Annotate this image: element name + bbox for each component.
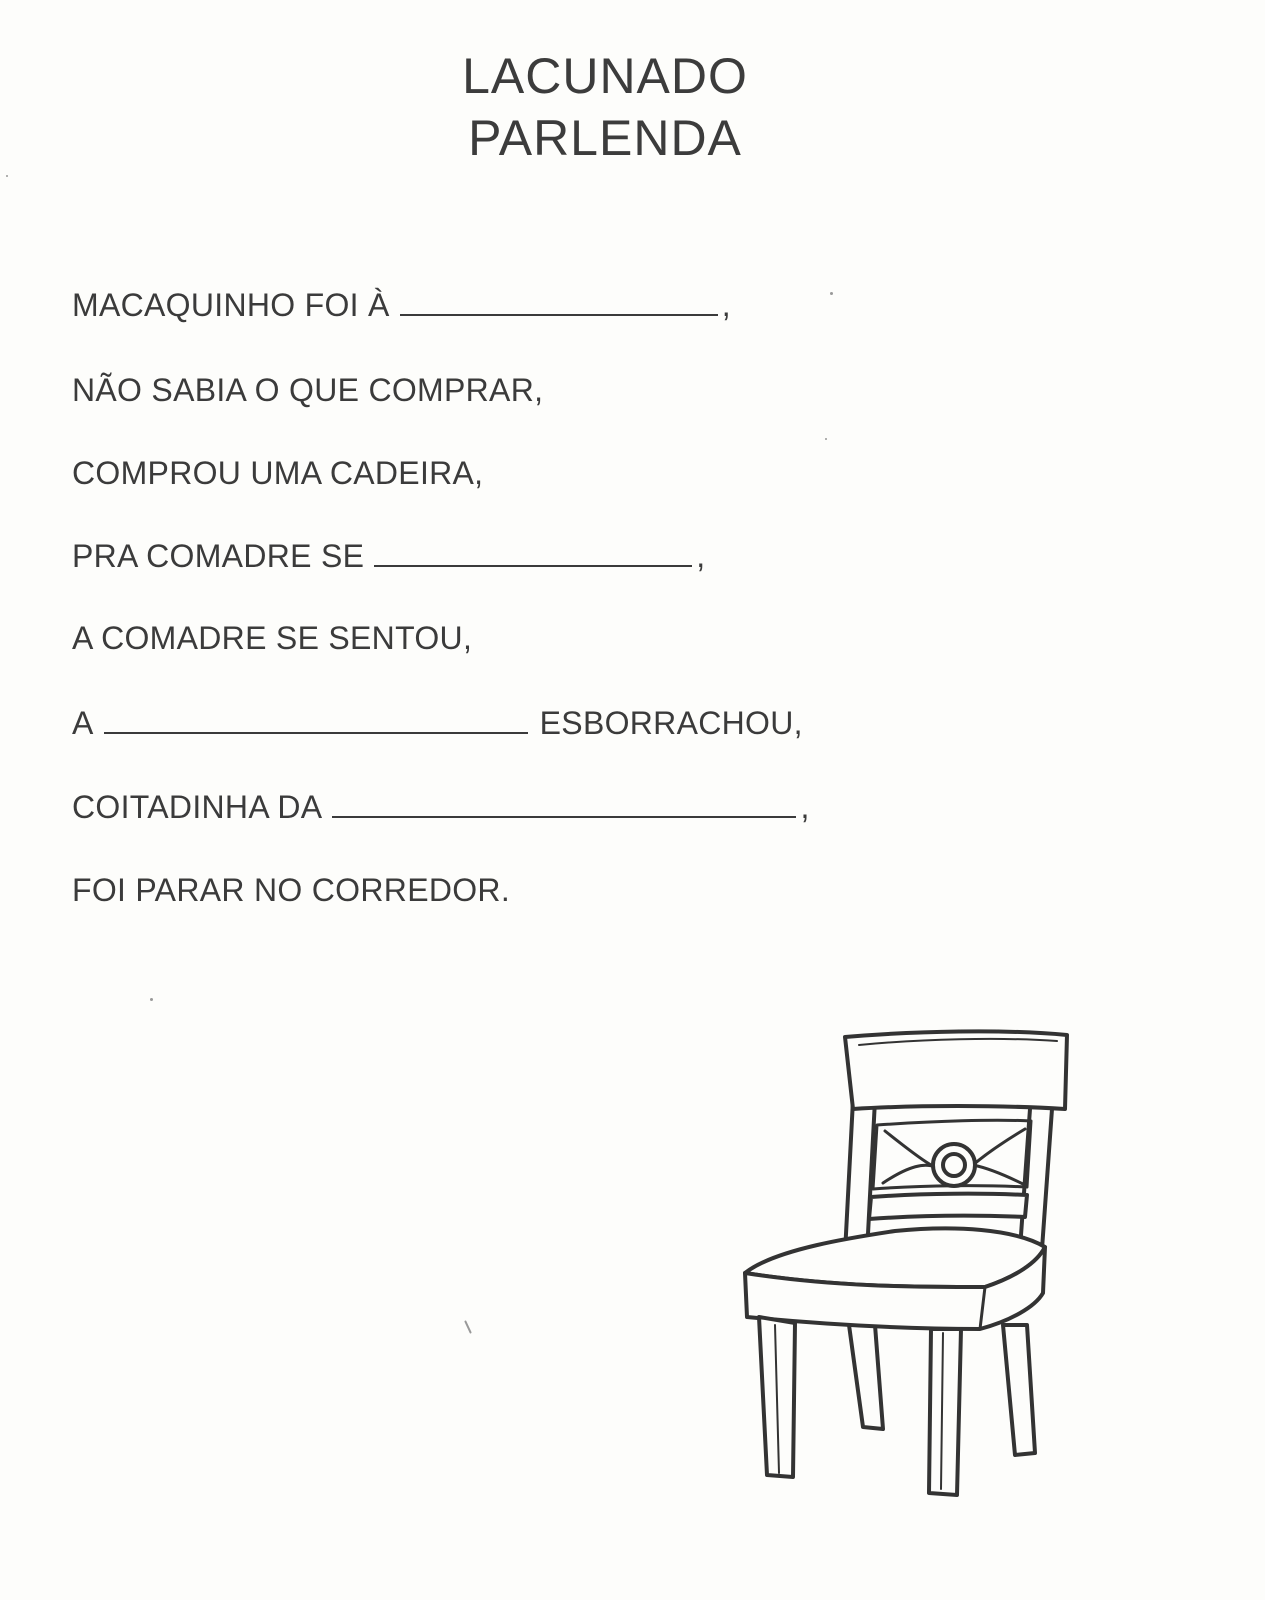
poem-line-7-text: COITADINHA DA [72, 789, 323, 825]
poem-line-3: COMPROU UMA CADEIRA, [72, 455, 484, 491]
scan-speck [6, 175, 8, 177]
page-title-line-2: PARLENDA [468, 110, 742, 166]
poem-line-7 [72, 786, 810, 826]
poem-line-7-comma: , [800, 789, 810, 825]
scan-speck [150, 998, 153, 1001]
poem-line-5: A COMADRE SE SENTOU, [72, 620, 473, 656]
chair-splat-left-lower [883, 1165, 935, 1183]
blank-4[interactable] [332, 786, 796, 818]
chair-back-right-leg [1003, 1325, 1035, 1455]
poem-line-1-comma: , [721, 287, 731, 323]
scan-speck [464, 1320, 472, 1334]
poem-line-4 [72, 535, 705, 575]
chair-icon [735, 1025, 1080, 1505]
chair-front-right-leg [929, 1329, 961, 1495]
poem-line-2: NÃO SABIA O QUE COMPRAR, [72, 372, 544, 408]
chair-splat-right-upper [973, 1129, 1025, 1165]
scan-speck [825, 438, 827, 440]
poem-line-6-article: A [72, 705, 94, 741]
chair-medallion-center [943, 1154, 965, 1176]
page-title-line-1: LACUNADO [462, 48, 748, 104]
blank-3[interactable] [104, 702, 528, 734]
poem-line-8: FOI PARAR NO CORREDOR. [72, 872, 511, 908]
chair-back-left-post [845, 1100, 875, 1253]
chair-splat-left-upper [885, 1131, 935, 1167]
blank-2[interactable] [374, 535, 692, 567]
poem-line-1 [72, 284, 731, 324]
chair-splat-right-lower [973, 1165, 1025, 1185]
poem-line-6-text: ESBORRACHOU, [539, 705, 803, 741]
scan-speck [830, 292, 833, 295]
chair-lower-back-rail [869, 1194, 1027, 1219]
poem-line-1-text: MACAQUINHO FOI À [72, 287, 390, 323]
chair-back-left-leg [849, 1325, 883, 1429]
poem-line-6 [72, 702, 803, 742]
poem-line-4-text: PRA COMADRE SE [72, 538, 365, 574]
blank-1[interactable] [400, 284, 718, 316]
poem-line-4-comma: , [696, 538, 706, 574]
